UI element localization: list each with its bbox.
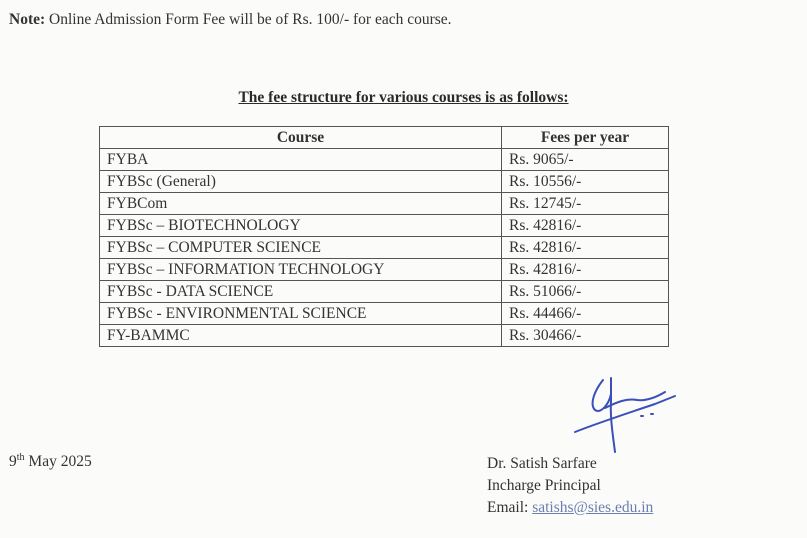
course-cell: FYBSc - DATA SCIENCE <box>100 281 502 303</box>
table-row <box>100 237 669 259</box>
fee-cell: Rs. 42816/- <box>502 215 669 237</box>
fee-cell: Rs. 42816/- <box>502 237 669 259</box>
course-cell: FYBSc – BIOTECHNOLOGY <box>100 215 502 237</box>
table-row <box>100 171 669 193</box>
signatory-name: Dr. Satish Sarfare <box>487 455 597 472</box>
fee-cell: Rs. 42816/- <box>502 259 669 281</box>
table-row <box>100 215 669 237</box>
signatory-email-line <box>487 497 653 519</box>
fee-column-header: Fees per year <box>502 127 669 149</box>
course-cell: FY-BAMMC <box>100 325 502 347</box>
admission-fee-note <box>9 11 452 29</box>
note-label: Note: <box>9 11 46 28</box>
table-row <box>100 193 669 215</box>
date-month-year: May 2025 <box>24 453 92 471</box>
principal-signature-icon <box>565 368 685 458</box>
course-cell: FYBA <box>100 149 502 171</box>
fee-table <box>99 126 669 347</box>
fee-cell: Rs. 10556/- <box>502 171 669 193</box>
course-cell: FYBSc (General) <box>100 171 502 193</box>
course-cell: FYBSc – COMPUTER SCIENCE <box>100 237 502 259</box>
course-cell: FYBSc - ENVIRONMENTAL SCIENCE <box>100 303 502 325</box>
course-column-header: Course <box>100 127 502 149</box>
email-label: Email: <box>487 499 533 516</box>
fee-structure-heading: The fee structure for various courses is as follows: <box>238 89 569 106</box>
date-day: 9 <box>9 453 17 471</box>
signatory-title: Incharge Principal <box>487 477 601 494</box>
fee-cell: Rs. 51066/- <box>502 281 669 303</box>
note-text: Online Admission Form Fee will be of Rs. 100/- for each course. <box>45 11 452 28</box>
table-row <box>100 281 669 303</box>
fee-cell: Rs. 30466/- <box>502 325 669 347</box>
fee-cell: Rs. 9065/- <box>502 149 669 171</box>
course-cell: FYBCom <box>100 193 502 215</box>
document-date <box>9 452 92 471</box>
table-header-row <box>100 127 669 149</box>
course-cell: FYBSc – INFORMATION TECHNOLOGY <box>100 259 502 281</box>
table-row <box>100 259 669 281</box>
fee-cell: Rs. 44466/- <box>502 303 669 325</box>
table-row <box>100 303 669 325</box>
table-row <box>100 149 669 171</box>
signatory-block <box>487 453 653 519</box>
email-link[interactable]: satishs@sies.edu.in <box>532 499 654 516</box>
table-row <box>100 325 669 347</box>
date-ordinal-suffix: th <box>16 452 25 463</box>
fee-cell: Rs. 12745/- <box>502 193 669 215</box>
